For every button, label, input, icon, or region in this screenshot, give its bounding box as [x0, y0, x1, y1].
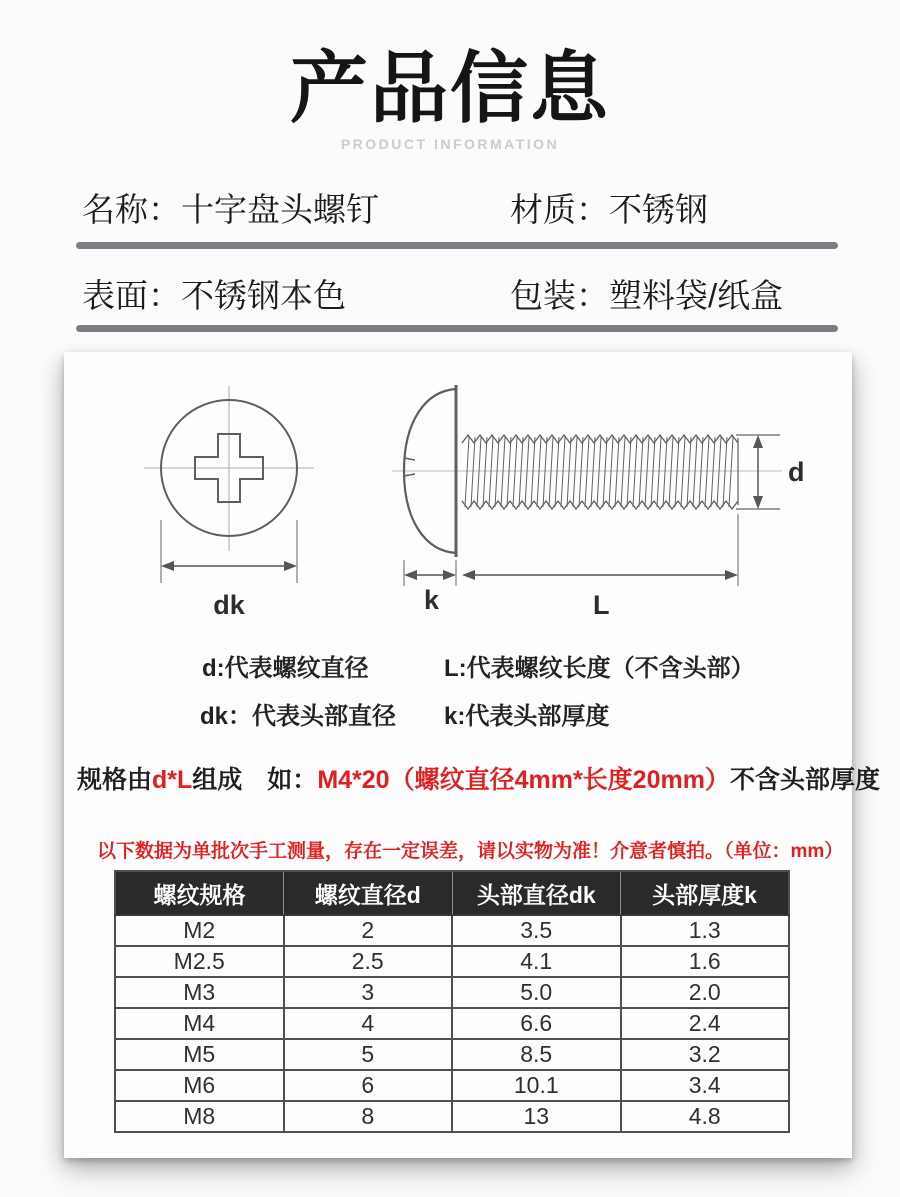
k-dimension: [404, 560, 456, 615]
divider: [76, 242, 838, 249]
table-cell: 3.2: [621, 1039, 790, 1070]
table-cell: 1.6: [621, 946, 790, 977]
table-cell: 2.0: [621, 977, 790, 1008]
table-cell: M6: [115, 1070, 284, 1101]
table-row: [115, 946, 789, 977]
table-row: [115, 1101, 789, 1132]
spec-note-prefix: 规格由: [77, 766, 153, 794]
thread-shank: [462, 435, 738, 509]
page-subtitle: PRODUCT INFORMATION: [340, 136, 560, 152]
table-cell: 8.5: [452, 1039, 621, 1070]
table-cell: 13: [452, 1101, 621, 1132]
field-surface: [82, 270, 346, 317]
column-header: 头部厚度k: [621, 871, 790, 915]
measurement-disclaimer: 以下数据为单批次手工测量，存在一定误差，请以实物为准！介意者慎拍。（单位：mm）: [97, 841, 844, 862]
table-cell: 4.8: [621, 1101, 790, 1132]
field-value: 十字盘头螺钉: [181, 191, 379, 228]
field-label: 材质：: [510, 191, 609, 228]
screw-top-view-diagram: [120, 378, 340, 650]
column-header: 螺纹直径d: [284, 871, 453, 915]
table-row: [115, 1070, 789, 1101]
legend-L: L:代表螺纹长度（不含头部）: [444, 655, 755, 682]
d-dimension-label: d: [788, 457, 805, 487]
table-cell: M4: [115, 1008, 284, 1039]
table-cell: 4: [284, 1008, 453, 1039]
table-cell: M3: [115, 977, 284, 1008]
field-name: [82, 184, 379, 231]
table-cell: 5: [284, 1039, 453, 1070]
legend-k: k:代表头部厚度: [444, 703, 610, 730]
spec-note-formula: d*L: [152, 766, 193, 794]
header-row: [115, 871, 789, 915]
table-cell: 3.5: [452, 915, 621, 946]
legend-dk: dk：代表头部直径: [200, 703, 397, 730]
spec-format-note: [77, 760, 880, 796]
spec-card: [64, 352, 880, 1158]
spec-note-example: M4*20（螺纹直径4mm*长度20mm）: [317, 766, 730, 794]
field-packaging: [510, 270, 783, 317]
table-cell: M2: [115, 915, 284, 946]
field-label: 包装：: [510, 277, 609, 314]
table-cell: 2: [284, 915, 453, 946]
page-title: 产品信息: [289, 44, 610, 132]
table-cell: 3.4: [621, 1070, 790, 1101]
table-cell: 5.0: [452, 977, 621, 1008]
table-cell: M2.5: [115, 946, 284, 977]
field-material: [510, 184, 708, 231]
table-cell: 1.3: [621, 915, 790, 946]
d-dimension: [736, 435, 805, 509]
spec-table: [114, 870, 790, 1133]
table-cell: 4.1: [452, 946, 621, 977]
table-cell: 6.6: [452, 1008, 621, 1039]
field-value: 不锈钢: [609, 191, 708, 228]
field-value: 塑料袋/纸盒: [609, 277, 784, 314]
dk-dimension-label: dk: [213, 590, 245, 620]
table-cell: 8: [284, 1101, 453, 1132]
center-lines: [144, 386, 314, 551]
table-cell: 10.1: [452, 1070, 621, 1101]
table-row: [115, 1008, 789, 1039]
table-cell: 2.4: [621, 1008, 790, 1039]
table-row: [115, 915, 789, 946]
legend-d: d:代表螺纹直径: [202, 655, 369, 682]
field-value: 不锈钢本色: [181, 277, 346, 314]
table-cell: 3: [284, 977, 453, 1008]
k-dimension-label: k: [424, 585, 440, 615]
spec-table-head: [115, 871, 789, 915]
spec-note-middle: 组成 如：: [192, 766, 318, 794]
head-slot: [404, 458, 415, 476]
table-cell: 6: [284, 1070, 453, 1101]
divider: [76, 325, 838, 332]
table-row: [115, 977, 789, 1008]
table-cell: M5: [115, 1039, 284, 1070]
l-dimension-label: L: [593, 590, 610, 620]
table-cell: M8: [115, 1101, 284, 1132]
table-cell: 2.5: [284, 946, 453, 977]
screw-side-view-diagram: [390, 374, 824, 664]
table-row: [115, 1039, 789, 1070]
spec-table-body: [115, 915, 789, 1132]
column-header: 头部直径dk: [452, 871, 621, 915]
column-header: 螺纹规格: [115, 871, 284, 915]
l-dimension: [462, 514, 738, 620]
field-label: 名称：: [82, 191, 181, 228]
spec-note-suffix: 不含头部厚度: [729, 766, 880, 794]
field-label: 表面：: [82, 277, 181, 314]
